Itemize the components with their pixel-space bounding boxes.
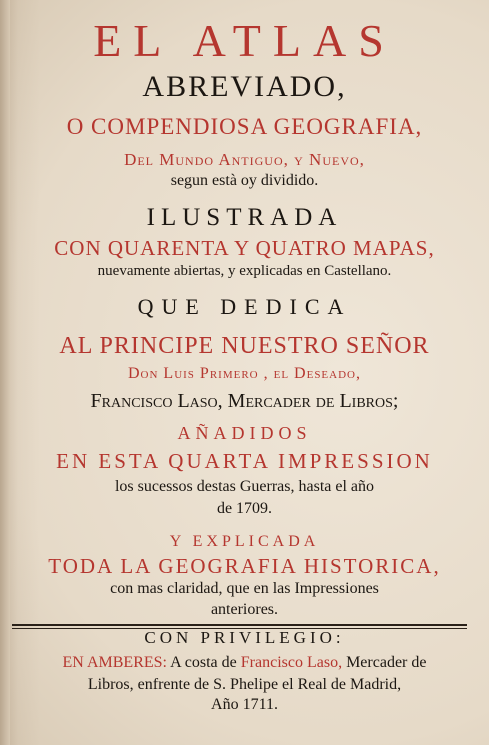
dedication-don-luis: Don Luis Primero , el Deseado, [127,365,361,382]
imprint-place: EN AMBERES: [62,654,167,671]
imprint-publisher: Francisco Laso, [240,654,343,671]
imprint-acosta: A costa de [170,654,237,671]
subtitle-mundo-antiguo-nuevo: Del Mundo Antiguo, y Nuevo, [124,150,365,169]
heading-anadidos: AÑADIDOS [177,423,312,443]
privilege-line: CON PRIVILEGIO: [144,628,345,647]
imprint-address: Libros, enfrente de S. Phelipe el Real de Madrid, [87,676,402,693]
heading-quarta-impression: EN ESTA QUARTA IMPRESSION [56,449,433,473]
imprint-year: Año 1711. [211,696,278,713]
text-mas-claridad: con mas claridad, que en las Impressiones [110,580,379,597]
text-de-1709: de 1709. [216,500,273,517]
divider-rule [12,624,467,626]
text-anteriores: anteriores. [210,601,279,618]
heading-que-dedica: QUE DEDICA [137,294,352,319]
author-francisco-laso: Francisco Laso, Mercader de Libros; [90,390,399,412]
text-nuevamente-abiertas: nuevamente abiertas, y explicadas en Castellano. [97,263,392,279]
heading-quarenta-mapas: CON QUARENTA Y QUATRO MAPAS, [54,236,435,260]
imprint-line [0,654,489,672]
heading-y-explicada: Y EXPLICADA [169,533,320,550]
title-line-el-atlas: EL ATLAS [93,15,396,66]
title-line-abreviado: ABREVIADO, [142,70,347,103]
imprint-mercader: Mercader de [346,654,427,671]
heading-geografia-historica: TODA LA GEOGRAFIA HISTORICA, [48,554,441,578]
subtitle-compendiosa-geografia: O COMPENDIOSA GEOGRAFIA, [66,114,423,139]
subtitle-segun-esta: segun està oy dividido. [170,172,319,189]
dedication-principe: AL PRINCIPE NUESTRO SEÑOR [59,333,430,359]
text-sucessos-guerras: los sucessos destas Guerras, hasta el año [114,478,375,495]
heading-ilustrada: ILUSTRADA [146,204,343,231]
